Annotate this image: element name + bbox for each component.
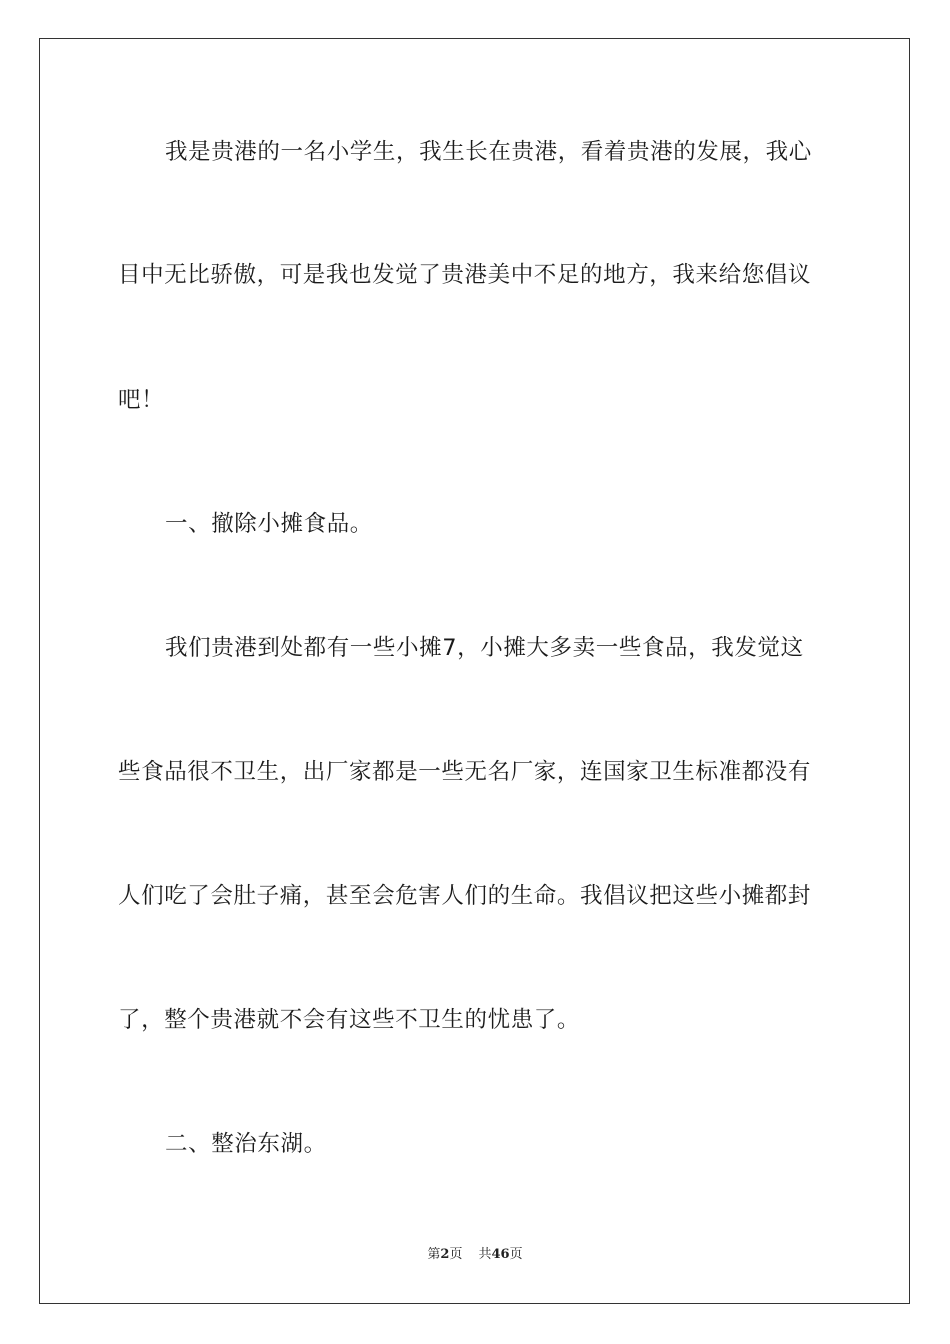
paragraph-line-6: 人们吃了会肚子痛，甚至会危害人们的生命。我倡议把这些小摊都封 bbox=[118, 883, 812, 909]
footer-page-suffix: 页 bbox=[449, 1247, 463, 1262]
paragraph-line-7: 了，整个贵港就不会有这些不卫生的忧患了。 bbox=[118, 1007, 581, 1033]
section-heading-2: 二、整治东湖。 bbox=[165, 1131, 327, 1157]
section-heading-1: 一、撤除小摊食品。 bbox=[165, 511, 373, 537]
footer-total-suffix: 页 bbox=[509, 1247, 523, 1262]
footer-total-pages: 46 bbox=[491, 1247, 510, 1262]
paragraph-line-3: 吧！ bbox=[118, 387, 165, 413]
footer-total-prefix: 共 bbox=[478, 1247, 492, 1262]
paragraph-line-5: 些食品很不卫生，出厂家都是一些无名厂家，连国家卫生标准都没有 bbox=[118, 759, 812, 785]
footer-page-prefix: 第 bbox=[427, 1247, 441, 1262]
footer-page-number: 2 bbox=[440, 1247, 450, 1262]
page-footer bbox=[0, 1246, 950, 1264]
page-border bbox=[39, 38, 910, 1304]
paragraph-line-1: 我是贵港的一名小学生，我生长在贵港，看着贵港的发展，我心 bbox=[165, 139, 812, 165]
paragraph-line-4: 我们贵港到处都有一些小摊7，小摊大多卖一些食品，我发觉这 bbox=[165, 635, 804, 661]
paragraph-line-2: 目中无比骄傲，可是我也发觉了贵港美中不足的地方，我来给您倡议 bbox=[118, 262, 812, 288]
